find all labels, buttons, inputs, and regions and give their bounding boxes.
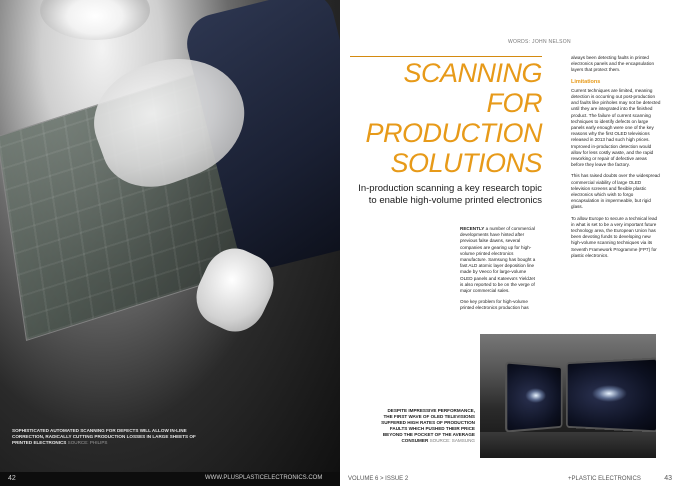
left-photo-caption bbox=[12, 428, 202, 446]
body-paragraph: always been detecting faults in printed electronics panels and the encapsulation layers that protect them. bbox=[571, 55, 654, 73]
screen-glow bbox=[592, 385, 627, 402]
body-paragraph: One key problem for high-volume printed electronics production has bbox=[460, 299, 529, 311]
title-line-3: SOLUTIONS bbox=[390, 148, 542, 178]
section-heading: Limitations bbox=[571, 78, 601, 85]
inspection-lamp-image bbox=[40, 0, 150, 40]
footer-magazine: +PLASTIC ELECTRONICS bbox=[568, 476, 641, 482]
body-paragraph: To allow Europe to secure a technical lead in what is set to be a very important future technology area, the European Union has been devoting funds to developing new high-volume scanning techniques via its Seventh Framework Programme (FP7) for plastic electronics. bbox=[571, 215, 658, 258]
left-caption-source: SOURCE: PHILIPS bbox=[67, 440, 108, 445]
photo-caption bbox=[380, 408, 475, 444]
standfirst: In-production scanning a key research topic to enable high-volume printed electronics bbox=[358, 183, 542, 206]
footer-url: WWW.PLUSPLASTICELECTRONICS.COM bbox=[205, 475, 323, 481]
left-footer bbox=[0, 472, 340, 486]
paragraph-text: a number of commercial developments have hinted after previous false dawns, several companies are gearing up for high-volume printed electronics manufacture. Samsung has bought a fast ALD atomic layer deposition line made by Veeco for large-volume OLED panels and Kateeva's YieldJet is also reported to be on the verge of major commercial sales. bbox=[460, 226, 536, 294]
photo-caption-text: DESPITE IMPRESSIVE PERFORMANCE, THE FIRST WAVE OF OLED TELEVISIONS SUFFERED HIGH RATES OF PRODUCTION FAULTS WHICH PUSHED THEIR PRICE BEYOND THE POCKET OF THE AVERAGE CONSUMER bbox=[381, 408, 475, 443]
photo-caption-source: SOURCE: SAMSUNG bbox=[429, 438, 475, 443]
left-caption-text: SOPHISTICATED AUTOMATED SCANNING FOR DEFECTS WILL ALLOW IN-LINE CORRECTION, RADICALLY CUTTING PRODUCTION LOSSES IN LARGE SHEETS OF PRINTED ELECTRONICS bbox=[12, 428, 196, 445]
lead-word: RECENTLY bbox=[460, 226, 485, 231]
left-page-number: 42 bbox=[8, 475, 16, 482]
curved-tv-image bbox=[566, 357, 656, 432]
body-column-2 bbox=[571, 55, 661, 264]
body-paragraph: This has raised doubts over the widespread commercial viability of large OLED television screens and flexible plastic electronics which wish to forgo encapsulation in impermeable, but rigid glass. bbox=[571, 173, 660, 210]
article-title bbox=[350, 58, 542, 178]
title-line-1: SCANNING FOR bbox=[403, 58, 542, 118]
oled-tv-photo bbox=[480, 334, 656, 458]
byline: WORDS: JOHN NELSON bbox=[508, 39, 571, 45]
title-line-2: PRODUCTION bbox=[365, 118, 542, 148]
body-paragraph bbox=[460, 226, 538, 294]
footer-volume: VOLUME 6 > ISSUE 2 bbox=[348, 476, 409, 482]
display-stand bbox=[480, 432, 656, 458]
right-footer bbox=[340, 472, 680, 486]
right-page bbox=[340, 0, 680, 486]
body-column-1 bbox=[460, 226, 538, 317]
curved-tv-image bbox=[505, 361, 562, 433]
title-rule bbox=[350, 56, 542, 57]
screen-glow bbox=[525, 387, 546, 403]
right-page-number: 43 bbox=[664, 475, 672, 482]
body-paragraph: Current techniques are limited, meaning detection is occurring out post-production and faults like pinholes may not be detected until they are integrated into the finished product. The failure of current scanning techniques to identify defects on large panels early enough were one of the key reasons why the first OLED televisions released in 2013 had such high prices. Improved in-production detection would allow for less costly waste, and the rapid reworking or repair of defective areas before they leave the factory. bbox=[571, 87, 661, 168]
